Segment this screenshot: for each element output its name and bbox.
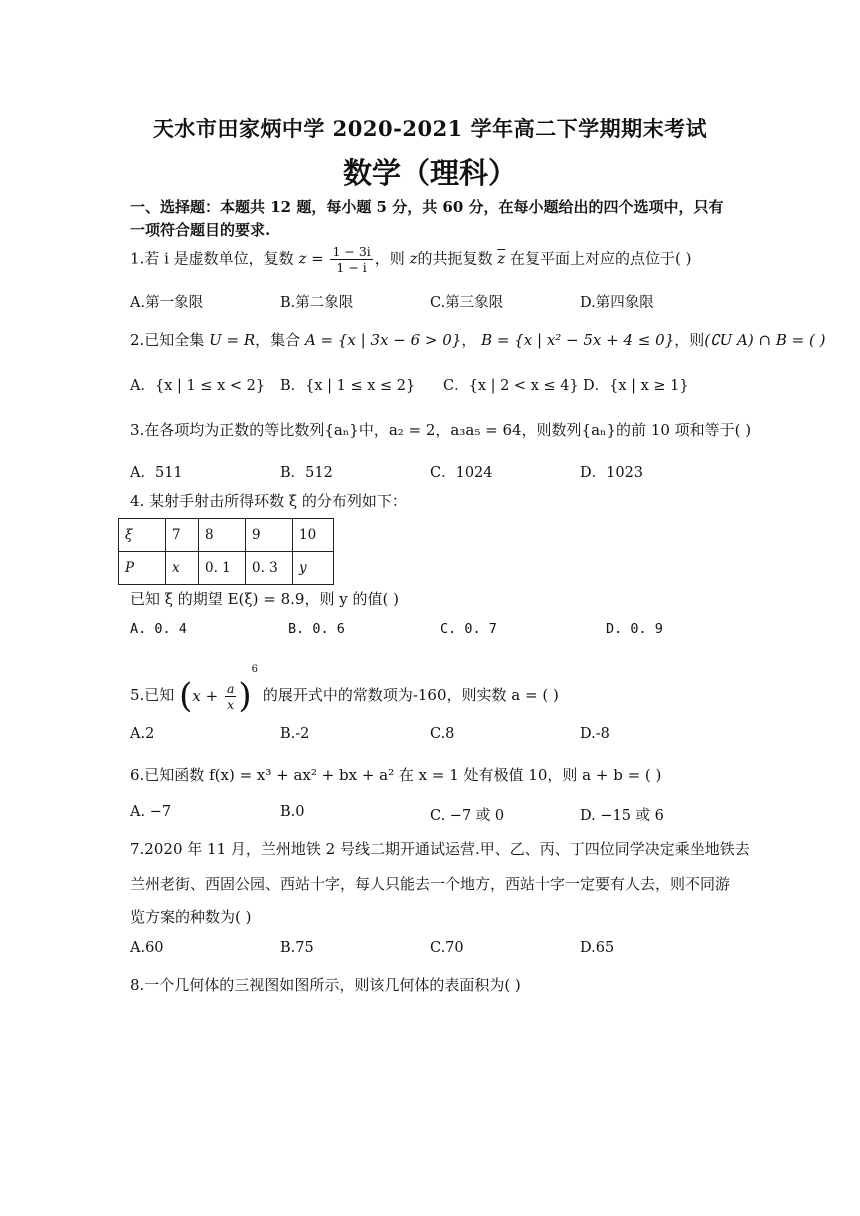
- q3-option-c: C．1024: [430, 465, 493, 481]
- q1-numerator: 1 − 3i: [332, 244, 371, 259]
- table-cell: x: [166, 552, 199, 585]
- question-1: 1.若 i 是虚数单位，复数 z = $\frac{1 - 3i}{1 - i}$ ，则 z的共扼复数 $\overline{z}$ 在复平面上对应的点位于( ): [130, 244, 692, 275]
- q2-option-c: C．{x | 2 < x ≤ 4}: [443, 378, 579, 394]
- q1-option-a: A.第一象限: [130, 295, 204, 311]
- q1-stem-mid1: ，则: [374, 249, 405, 268]
- question-2: 2.已知全集 U = R，集合 A = {x | 3x − 6 > 0}， B = {x | x² − 5x + 4 ≤ 0}，则(∁U A) ∩ B = ( ): [130, 331, 826, 349]
- q2-option-b: B．{x | 1 ≤ x ≤ 2}: [280, 378, 416, 394]
- q5-option-a: A.2: [130, 726, 155, 742]
- table-cell: P: [119, 552, 166, 585]
- question-6: 6.已知函数 f(x) = x³ + ax² + bx + a² 在 x = 1 处有极值 10，则 a + b = ( ): [130, 766, 662, 784]
- question-7-line-3: 览方案的种数为( ): [130, 908, 252, 926]
- table-row: [119, 552, 334, 585]
- q2-option-d: D．{x | x ≥ 1}: [583, 378, 689, 394]
- q5-var-x: x: [192, 687, 201, 705]
- q5-denominator: x: [227, 696, 235, 712]
- table-cell: 8: [199, 519, 246, 552]
- q1-stem-end: 在复平面上对应的点位于( ): [509, 249, 692, 268]
- q7-option-a: A.60: [130, 940, 164, 956]
- question-7-line-2: 兰州老街、西固公园、西站十字，每人只能去一个地方，西站十字一定要有人去，则不同游: [130, 875, 731, 893]
- exam-subject: 数学（理科）: [342, 156, 517, 190]
- q7-option-b: B.75: [280, 940, 314, 956]
- q4-option-c: C. 0. 7: [440, 621, 497, 637]
- q5-power: 6: [251, 664, 259, 675]
- q5-stem-end: 的展开式中的常数项为-160，则实数 a = ( ): [262, 686, 559, 704]
- q1-var-z: z: [298, 249, 307, 268]
- section-heading: 一、选择题：本题共 12 题，每小题 5 分，共 60 分，在每小题给出的四个选项中，只有一项符合题目的要求.: [130, 198, 724, 239]
- q2-stem-mid: ，集合: [255, 331, 301, 349]
- q2-set-a: A = {x | 3x − 6 > 0}: [304, 331, 462, 349]
- q5-right-paren: ): [238, 676, 252, 716]
- table-cell: 0. 1: [199, 552, 246, 585]
- table-cell: ξ: [119, 519, 166, 552]
- q2-stem-post: ，则: [674, 331, 705, 349]
- q3-option-b: B．512: [280, 465, 333, 481]
- q5-option-d: D.-8: [580, 726, 610, 742]
- table-cell: 10: [293, 519, 334, 552]
- q1-denominator: 1 − i: [336, 260, 367, 275]
- q2-set-b: B = {x | x² − 5x + 4 ≤ 0}: [481, 331, 675, 349]
- q7-option-d: D.65: [580, 940, 615, 956]
- q2-stem-start: 2.已知全集: [130, 331, 205, 349]
- table-cell: y: [293, 552, 334, 585]
- q4-option-a: A. 0. 4: [130, 621, 187, 637]
- q6-option-a: A. −7: [130, 804, 172, 820]
- question-5: 5.已知 (x + $\frac{a}{x}$ )$^6$ 的展开式中的常数项为-160，则实数 a = ( ): [130, 664, 559, 716]
- q4-option-b: B. 0. 6: [288, 621, 345, 637]
- q1-fraction: [330, 244, 372, 275]
- q5-option-b: B.-2: [280, 726, 310, 742]
- q6-option-d: D. −15 或 6: [580, 808, 664, 824]
- table-cell: 7: [166, 519, 199, 552]
- q3-option-a: A．511: [130, 465, 183, 481]
- question-8: 8.一个几何体的三视图如图所示，则该几何体的表面积为( ): [130, 976, 521, 994]
- q2-expression: (∁U A) ∩ B = ( ): [704, 331, 826, 349]
- q1-stem-start: 1.若 i 是虚数单位，复数: [130, 249, 294, 268]
- q6-option-c: C. −7 或 0: [430, 808, 505, 824]
- q5-left-paren: (: [179, 676, 193, 716]
- q1-stem-mid2: 的共扼复数: [417, 249, 493, 268]
- q3-option-d: D．1023: [580, 465, 644, 481]
- q6-option-b: B.0: [280, 804, 305, 820]
- table-cell: 9: [246, 519, 293, 552]
- q2-option-a: A．{x | 1 ≤ x < 2}: [130, 378, 266, 394]
- question-7-line-1: 7.2020 年 11 月，兰州地铁 2 号线二期开通试运营.甲、乙、丙、丁四位同学决定乘坐地铁去: [130, 840, 750, 858]
- q5-stem-start: 5.已知: [130, 686, 175, 704]
- q1-option-d: D.第四象限: [580, 295, 654, 311]
- question-3: 3.在各项均为正数的等比数列{aₙ}中，a₂ = 2，a₃a₅ = 64，则数列{aₙ}的前 10 项和等于( ): [130, 421, 752, 439]
- q1-option-b: B.第二象限: [280, 295, 354, 311]
- q4-expectation: 已知 ξ 的期望 E(ξ) = 8.9，则 y 的值( ): [130, 590, 399, 608]
- q7-option-c: C.70: [430, 940, 464, 956]
- q1-conjugate: $\overline{z}$: [497, 249, 506, 268]
- question-4: 4. 某射手射击所得环数 ξ 的分布列如下：: [130, 492, 407, 510]
- q1-var-z2: z: [409, 249, 418, 268]
- table-cell: 0. 3: [246, 552, 293, 585]
- q5-fraction: [225, 681, 236, 712]
- q2-universe: U = R: [209, 331, 256, 349]
- exam-title: 天水市田家炳中学 2020-2021 学年高二下学期期末考试: [152, 116, 708, 141]
- q5-option-c: C.8: [430, 726, 455, 742]
- table-row: [119, 519, 334, 552]
- distribution-table: [118, 518, 334, 585]
- q1-option-c: C.第三象限: [430, 295, 504, 311]
- q4-option-d: D. 0. 9: [606, 621, 663, 637]
- q5-numerator: a: [226, 680, 235, 696]
